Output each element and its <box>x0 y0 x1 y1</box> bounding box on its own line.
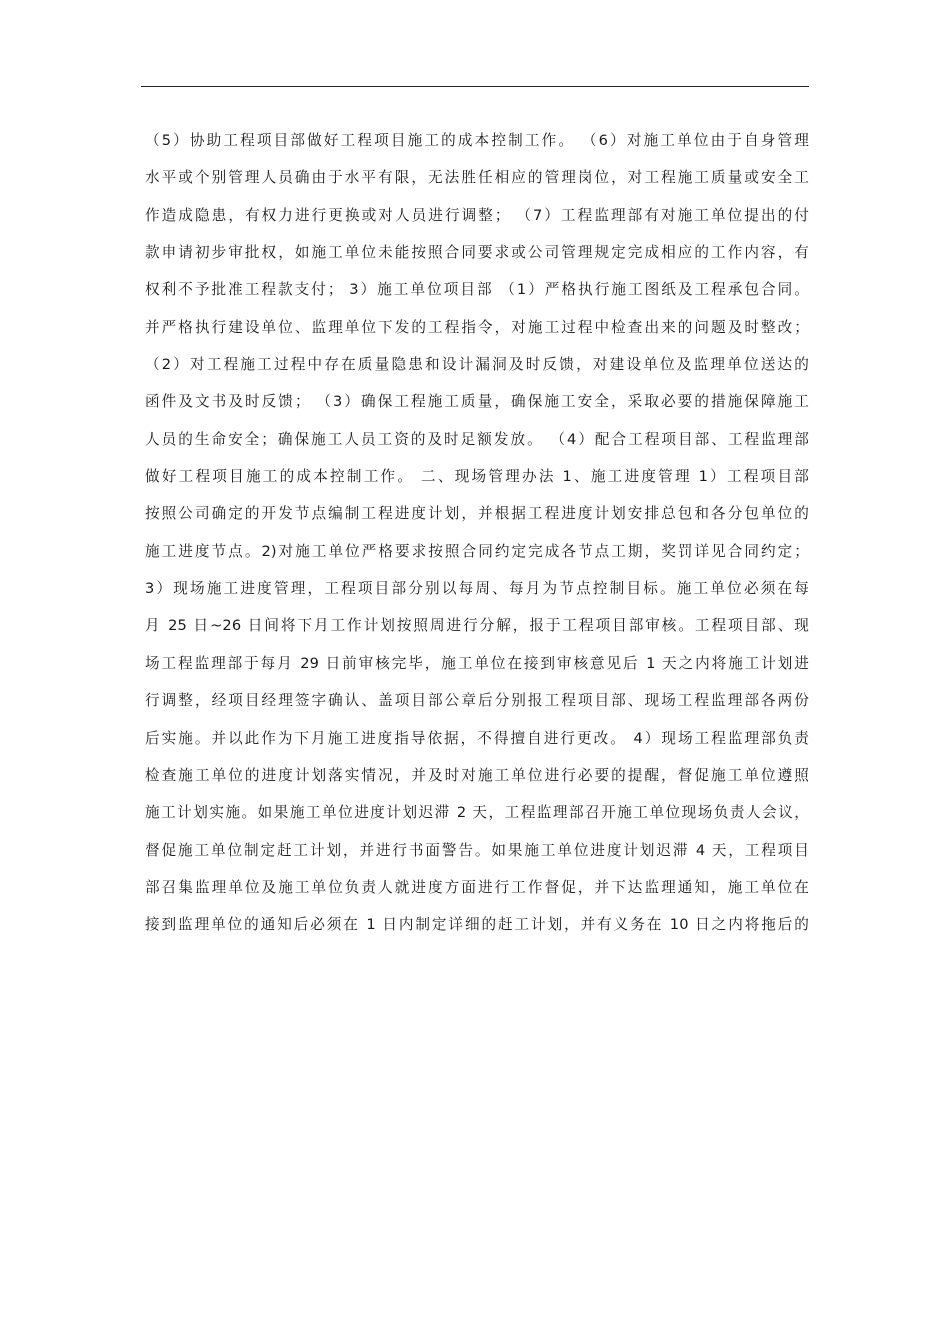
text-line: 施工进度节点。2)对施工单位严格要求按照合同约定完成各节点工期，奖罚详见合同约定； <box>145 542 809 560</box>
text-line: 人员的生命安全；确保施工人员工资的及时足额发放。 （4）配合工程项目部、工程监理部 <box>145 430 809 448</box>
text-line: 后实施。并以此作为下月施工进度指导依据，不得擅自进行更改。 4）现场工程监理部负责 <box>145 729 809 747</box>
text-line: 检查施工单位的进度计划落实情况，并及时对施工单位进行必要的提醒，督促施工单位遵照 <box>145 766 809 784</box>
text-line: （5）协助工程项目部做好工程项目施工的成本控制工作。 （6）对施工单位由于自身管理 <box>145 132 809 149</box>
text-line: 施工计划实施。如果施工单位进度计划迟滞 2 天，工程监理部召开施工单位现场负责人会议， <box>145 804 809 822</box>
text-line: 场工程监理部于每月 29 日前审核完毕，施工单位在接到审核意见后 1 天之内将施工计划进 <box>145 654 809 672</box>
text-line: 部召集监理单位及施工单位负责人就进度方面进行工作督促，并下达监理通知，施工单位在 <box>145 878 809 896</box>
text-line: 款申请初步审批权，如施工单位未能按照合同要求或公司管理规定完成相应的工作内容，有 <box>145 244 809 262</box>
text-line: 督促施工单位制定赶工计划，并进行书面警告。如果施工单位进度计划迟滞 4 天，工程项目 <box>145 841 809 859</box>
text-line: 权利不予批准工程款支付； 3）施工单位项目部 （1）严格执行施工图纸及工程承包合同。 <box>145 281 809 299</box>
text-line: 3）现场施工进度管理，工程项目部分别以每周、每月为节点控制目标。施工单位必须在每 <box>145 580 809 598</box>
text-line: 月 25 日~26 日间将下月工作计划按照周进行分解，报于工程项目部审核。工程项目部、现 <box>145 617 809 635</box>
text-line: 并严格执行建设单位、监理单位下发的工程指令，对施工过程中检查出来的问题及时整改； <box>145 318 809 336</box>
text-line: 函件及文书及时反馈； （3）确保工程施工质量，确保施工安全，采取必要的措施保障施工 <box>145 393 809 411</box>
text-line: 接到监理单位的通知后必须在 1 日内制定详细的赶工计划，并有义务在 10 日之内将拖后的 <box>145 916 809 934</box>
text-line: 作造成隐患，有权力进行更换或对人员进行调整； （7）工程监理部有对施工单位提出的付 <box>145 206 809 224</box>
text-line: 做好工程项目施工的成本控制工作。 二、现场管理办法 1、施工进度管理 1）工程项目部 <box>145 468 809 486</box>
body-text <box>145 122 809 944</box>
text-line: 水平或个别管理人员确由于水平有限，无法胜任相应的管理岗位，对工程施工质量或安全工 <box>145 169 809 187</box>
text-line: 行调整，经项目经理签字确认、盖项目部公章后分别报工程项目部、现场工程监理部各两份 <box>145 692 809 710</box>
text-line: （2）对工程施工过程中存在质量隐患和设计漏洞及时反馈，对建设单位及监理单位送达的 <box>145 356 809 374</box>
text-line: 按照公司确定的开发节点编制工程进度计划，并根据工程进度计划安排总包和各分包单位的 <box>145 505 809 523</box>
header-rule <box>141 86 809 87</box>
